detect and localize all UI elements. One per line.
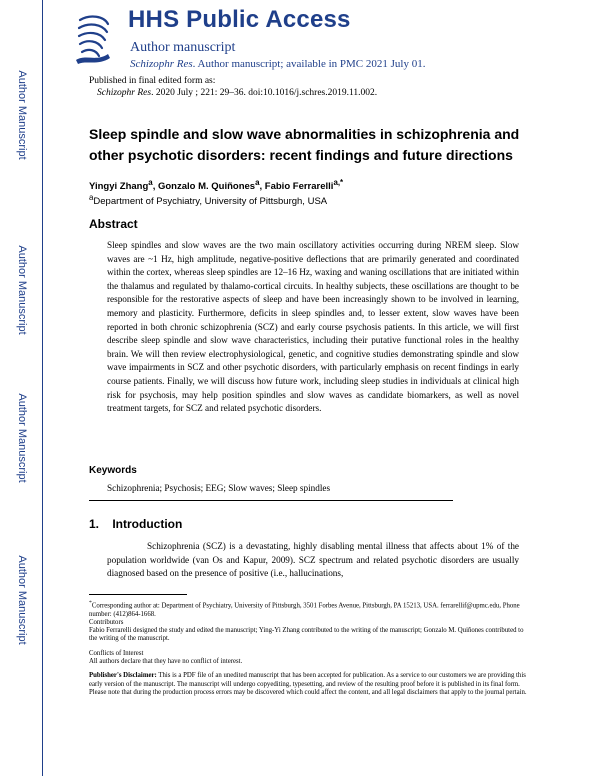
- sidebar-label: Author Manuscript: [16, 70, 28, 160]
- abstract-text: Sleep spindles and slow waves are the two main oscillatory activities occurring during NREM sleep. Slow waves are ~1 Hz, high amplitude, negative-positive deflections that are primarily generated and coordinated within the cortex, whereas sleep spindles are 12–16 Hz, waxing and waning oscillations that are initiated within the thalamus and regulated by thalamo-cortical circuits. In healthy subjects, these oscillations are thought to be responsible for the restorative aspects of sleep and have been increasingly shown to be involved in learning, memory and plasticity. Furthermore, deficits in sleep spindles and, to lesser extent, slow waves have been reported in both chronic schizophrenia (SCZ) and early course psychosis patients. In this article, we will first describe sleep spindle and slow wave characteristics, including their putative functional roles in the healthy brain. We will then review electrophysiological, genetic, and cognitive studies demonstrating spindle and slow wave impairments in SCZ and other psychotic disorders, with particularly emphasis on recent findings in early course patients. Finally, we will discuss how future work, including sleep studies in individuals at clinical high risk for psychosis, may help position spindles and slow waves as candidate biomarkers, as well as novel treatment targets, for SCZ and related psychotic disorders.: [107, 240, 519, 414]
- publisher-disclaimer: Publisher's Disclaimer: This is a PDF file of an unedited manuscript that has been accepted for publication. As a service to our customers we are providing this early version of the manuscript. The manuscript will undergo copyediting, typesetting, and review of the resulting proof before it is published in its final form. Please note that during the production process errors may be discovered which could affect the content, and all legal disclaimers that apply to the journal pertain.: [89, 672, 527, 696]
- hhs-eagle-logo-icon: [74, 10, 114, 66]
- published-label: Published in final edited form as:: [89, 76, 216, 86]
- keywords-heading: Keywords: [89, 465, 137, 476]
- page-header-title: HHS Public Access: [128, 6, 351, 33]
- footnotes: [89, 599, 529, 697]
- sidebar-divider: [42, 0, 43, 776]
- sidebar-label: Author Manuscript: [16, 555, 28, 645]
- article-title: Sleep spindle and slow wave abnormalities in schizophrenia and other psychotic disorders: recent findings and future directions: [89, 126, 520, 163]
- header-availability: Schizophr Res. Author manuscript; available in PMC 2021 July 01.: [130, 58, 426, 70]
- keywords-divider: [89, 500, 453, 501]
- intro-heading: 1. Introduction: [89, 517, 183, 531]
- contributors-heading: Contributors: [89, 618, 124, 626]
- conflicts-heading: Conflicts of Interest: [89, 649, 144, 657]
- sidebar-label: Author Manuscript: [16, 393, 28, 483]
- citation: Schizophr Res. 2020 July ; 221: 29–36. doi:10.1016/j.schres.2019.11.002.: [97, 88, 378, 98]
- conflicts-note: All authors declare that they have no conflict of interest.: [89, 658, 243, 666]
- header-subtitle: Author manuscript: [130, 40, 236, 55]
- author-name: Gonzalo M. Quiñones: [157, 181, 256, 193]
- intro-text: Schizophrenia (SCZ) is a devastating, highly disabling mental illness that affects about 1% of the population worldwide (van Os and Kapur, 2009). SCZ spectrum and related psychotic disorders are usually diagnosed based on the presence of positive (i.e., hallucinations,: [107, 541, 519, 579]
- corresponding-author-note: *Corresponding author at: Department of Psychiatry, University of Pittsburgh, 3501 Forbes Avenue, Pittsburgh, PA 15213, USA. ferrarellif@upmc.edu, Phone number: (412)864-1668.: [89, 600, 520, 618]
- affiliation: $^a$Department of Psychiatry, University of Pittsburgh, USA: [89, 193, 328, 208]
- author-name: Fabio Ferrarelli: [264, 181, 334, 193]
- sidebar-label: Author Manuscript: [16, 245, 28, 335]
- author-name: Yingyi Zhang: [89, 181, 149, 193]
- sidebar-strip: [0, 0, 42, 776]
- abstract-heading: Abstract: [89, 217, 138, 231]
- keywords-text: Schizophrenia; Psychosis; EEG; Slow waves; Sleep spindles: [107, 483, 331, 493]
- author-list: Yingyi Zhang$^a$, Gonzalo M. Quiñones$^a$, Fabio Ferrarelli$^{a,*}$: [89, 178, 344, 193]
- footnote-divider: [89, 594, 187, 595]
- contributors-note: Fabio Ferrarelli designed the study and edited the manuscript; Ying-Yi Zhang contributed to the writing of the manuscript; Gonzalo M. Quiñones contributed to the writing of the manuscript.: [89, 627, 524, 643]
